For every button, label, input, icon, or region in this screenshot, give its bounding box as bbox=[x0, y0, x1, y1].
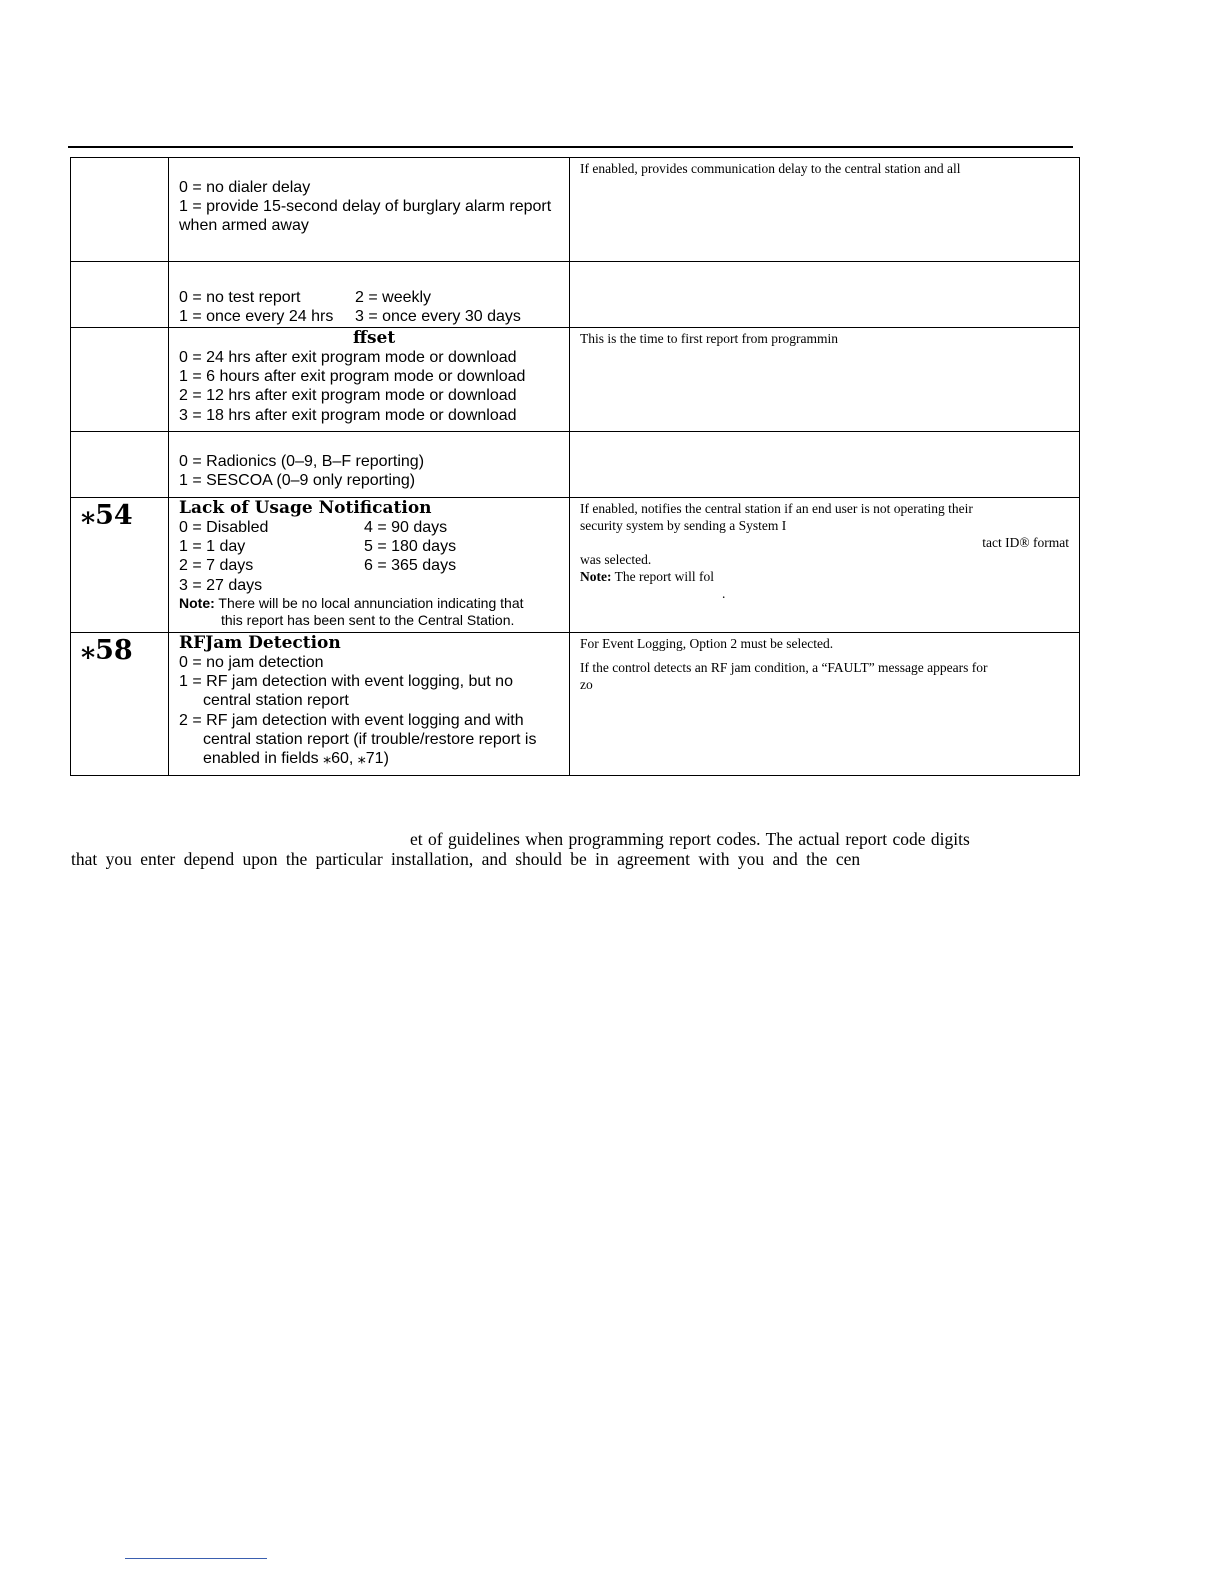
option-line bbox=[179, 307, 569, 326]
field-options bbox=[169, 432, 570, 498]
footnote-rule bbox=[125, 1558, 267, 1559]
table-row bbox=[71, 262, 1080, 328]
field-title bbox=[179, 262, 569, 288]
option-line: central station report bbox=[203, 692, 349, 710]
note-label: Note: bbox=[580, 569, 612, 584]
field-options bbox=[169, 633, 570, 776]
option-line: 0 = no jam detection bbox=[179, 654, 324, 671]
option-line: 3 = 27 days bbox=[179, 576, 263, 594]
table-row bbox=[71, 633, 1080, 776]
field-description bbox=[570, 432, 1080, 498]
table-row bbox=[71, 158, 1080, 262]
field-description bbox=[570, 498, 1080, 633]
option-line: 2 = 12 hrs after exit program mode or download bbox=[179, 387, 517, 405]
option-line bbox=[179, 288, 569, 307]
option-line: 1 = provide 15-second delay of burglary alarm report bbox=[179, 198, 552, 216]
field-description bbox=[570, 328, 1080, 432]
note-label: Note: bbox=[179, 594, 215, 611]
description-note bbox=[580, 568, 1069, 585]
option-note bbox=[179, 595, 569, 613]
field-options bbox=[169, 262, 570, 328]
option-line: enabled in fields ⁎60, ⁎71) bbox=[203, 750, 389, 768]
field-number bbox=[71, 432, 169, 498]
guidelines-paragraph bbox=[71, 829, 1071, 869]
description-text: For Event Logging, Option 2 must be selected. bbox=[580, 636, 834, 651]
description-text: If enabled, notifies the central station if an end user is not operating their bbox=[580, 501, 973, 516]
field-number: ⁎54 bbox=[71, 498, 169, 633]
option-line: 2 = RF jam detection with event logging and with bbox=[179, 711, 524, 729]
option-line: 1 = RF jam detection with event logging, but no bbox=[179, 673, 513, 691]
field-options bbox=[169, 498, 570, 633]
table-row bbox=[71, 432, 1080, 498]
field-title: ffset bbox=[353, 328, 396, 348]
paragraph-line: et of guidelines when programming report codes. The actual report code digits bbox=[410, 829, 970, 849]
programming-fields-table bbox=[70, 157, 1080, 776]
table-row bbox=[71, 328, 1080, 432]
option-line: when armed away bbox=[179, 217, 309, 235]
option-line: 3 = 18 hrs after exit program mode or download bbox=[179, 406, 517, 424]
option-left: 1 = once every 24 hrs bbox=[179, 308, 334, 326]
top-rule bbox=[68, 146, 1073, 148]
description-text: . bbox=[722, 586, 726, 601]
field-title: RFJam Detection bbox=[179, 633, 341, 653]
option-right: 2 = weekly bbox=[355, 289, 432, 306]
option-line: central station report (if trouble/restore report is bbox=[203, 730, 537, 748]
field-number bbox=[71, 262, 169, 328]
field-number: ⁎58 bbox=[71, 633, 169, 776]
paragraph-line: that you enter depend upon the particular installation, and should be in agreement with you and the cen bbox=[71, 849, 861, 869]
description-text: security system by sending a System I bbox=[580, 518, 787, 533]
option-left: 1 = 1 day bbox=[179, 538, 246, 556]
option-line bbox=[179, 556, 569, 575]
field-number bbox=[71, 158, 169, 262]
option-right: 5 = 180 days bbox=[364, 538, 457, 556]
option-left: 2 = 7 days bbox=[179, 557, 254, 575]
field-description bbox=[570, 158, 1080, 262]
option-left: 0 = no test report bbox=[179, 289, 301, 306]
field-title: Lack of Usage Notification bbox=[179, 498, 432, 518]
option-line: 0 = no dialer delay bbox=[179, 179, 311, 196]
field-title bbox=[179, 158, 569, 178]
option-line bbox=[179, 518, 569, 537]
description-text: was selected. bbox=[580, 552, 652, 567]
option-right: 4 = 90 days bbox=[364, 519, 448, 536]
note-text: There will be no local annunciation indicating that bbox=[214, 594, 524, 611]
description-text: If enabled, provides communication delay to the central station and all bbox=[580, 161, 961, 176]
option-right: 3 = once every 30 days bbox=[355, 308, 521, 326]
option-left: 0 = Disabled bbox=[179, 519, 269, 536]
note-continuation: this report has been sent to the Central Station. bbox=[221, 612, 515, 629]
option-line: 1 = SESCOA (0–9 only reporting) bbox=[179, 472, 416, 490]
table-row bbox=[71, 498, 1080, 633]
description-text: zo bbox=[580, 677, 593, 692]
option-line: 0 = Radionics (0–9, B–F reporting) bbox=[179, 453, 425, 470]
field-title bbox=[179, 432, 569, 452]
description-text: tact ID® format bbox=[982, 535, 1069, 550]
option-line bbox=[179, 537, 569, 556]
note-text: The report will fol bbox=[611, 569, 714, 584]
option-right: 6 = 365 days bbox=[364, 557, 457, 575]
field-description bbox=[570, 262, 1080, 328]
field-number bbox=[71, 328, 169, 432]
field-description bbox=[570, 633, 1080, 776]
field-options bbox=[169, 158, 570, 262]
option-line: 1 = 6 hours after exit program mode or download bbox=[179, 368, 526, 386]
description-text: This is the time to first report from programmin bbox=[580, 331, 838, 346]
field-options bbox=[169, 328, 570, 432]
option-line: 0 = 24 hrs after exit program mode or download bbox=[179, 349, 517, 366]
description-text: If the control detects an RF jam condition, a “FAULT” message appears for bbox=[580, 660, 988, 675]
